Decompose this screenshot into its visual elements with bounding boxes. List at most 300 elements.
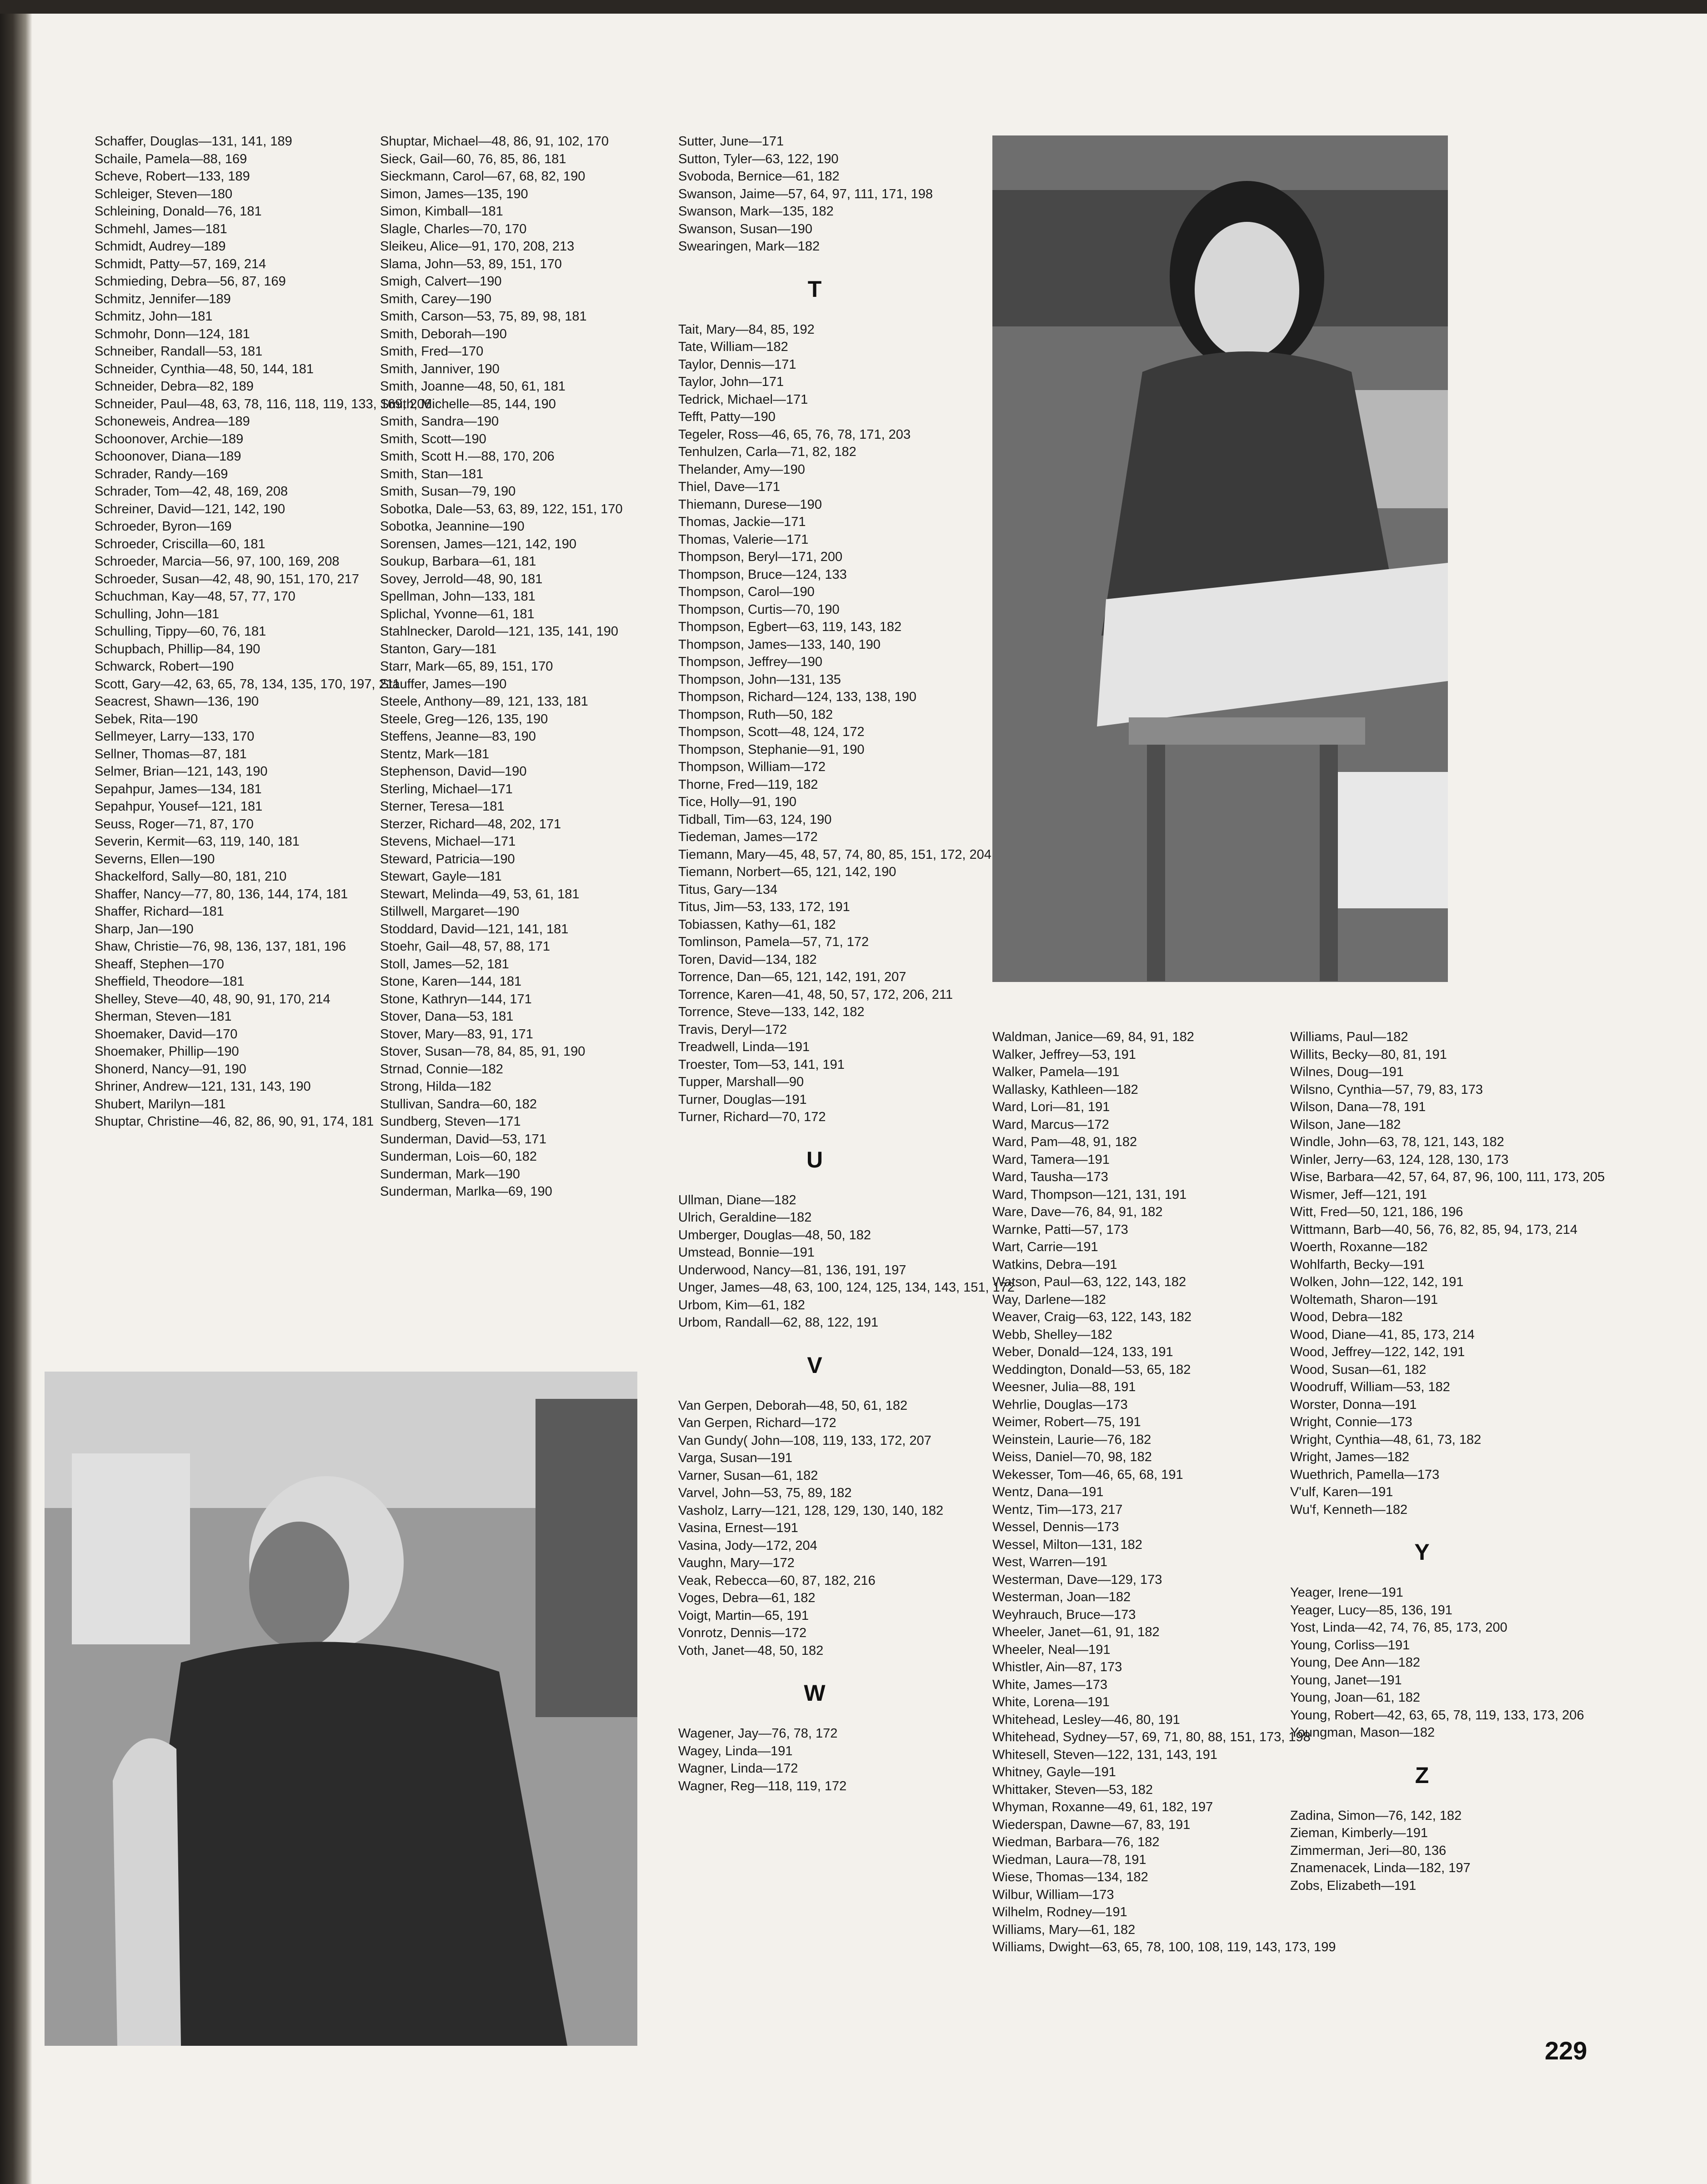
index-entry: Westerman, Joan—182	[992, 1590, 1131, 1604]
index-entry: Schuchman, Kay—48, 57, 77, 170	[95, 589, 295, 604]
section-letter-heading: Z	[1415, 1762, 1429, 1788]
index-entry: Woltemath, Sharon—191	[1290, 1292, 1438, 1307]
index-entry: Schmitz, Jennifer—189	[95, 291, 231, 306]
index-entry: Torrence, Steve—133, 142, 182	[678, 1005, 865, 1019]
photo-student-writing-at-desk	[992, 135, 1448, 982]
index-entry: Thomas, Jackie—171	[678, 515, 806, 529]
index-entry: Wagey, Linda—191	[678, 1743, 793, 1758]
index-entry: Winler, Jerry—63, 124, 128, 130, 173	[1290, 1152, 1509, 1167]
index-entry: Thompson, Jeffrey—190	[678, 655, 823, 669]
index-entry: Smith, Stan—181	[380, 466, 484, 481]
photo-illustration	[45, 1372, 637, 2046]
book-binding-edge	[0, 14, 32, 2184]
index-entry: Youngman, Mason—182	[1290, 1725, 1435, 1740]
index-entry: Schmidt, Audrey—189	[95, 239, 226, 254]
index-entry: Wiederspan, Dawne—67, 83, 191	[992, 1817, 1191, 1832]
index-entry: Stauffer, James—190	[380, 676, 507, 691]
index-entry: Unger, James—48, 63, 100, 124, 125, 134, 143, 151, 172	[678, 1280, 1015, 1295]
index-entry: Wright, Connie—173	[1290, 1415, 1412, 1429]
index-entry: Wiedman, Barbara—76, 182	[992, 1835, 1160, 1849]
index-entry: Schroeder, Byron—169	[95, 519, 232, 534]
index-entry: Ward, Marcus—172	[992, 1117, 1109, 1132]
index-entry: Tomlinson, Pamela—57, 71, 172	[678, 935, 869, 949]
index-entry: Stewart, Gayle—181	[380, 869, 502, 884]
index-entry: Schmieding, Debra—56, 87, 169	[95, 274, 286, 289]
section-letter-heading: Y	[1414, 1539, 1430, 1565]
index-entry: Thompson, Bruce—124, 133	[678, 567, 847, 582]
index-entry: Stone, Karen—144, 181	[380, 974, 522, 989]
index-entry: Schaffer, Douglas—131, 141, 189	[95, 134, 292, 149]
index-entry: Voges, Debra—61, 182	[678, 1591, 816, 1605]
index-entry: Wilson, Dana—78, 191	[1290, 1100, 1426, 1114]
index-entry: Wagner, Reg—118, 119, 172	[678, 1778, 847, 1793]
index-entry: Schoneweis, Andrea—189	[95, 414, 250, 429]
index-entry: Tegeler, Ross—46, 65, 76, 78, 171, 203	[678, 427, 911, 442]
index-entry: Wart, Carrie—191	[992, 1240, 1098, 1254]
index-entry: Selmer, Brian—121, 143, 190	[95, 764, 268, 779]
index-entry: Wuethrich, Pamella—173	[1290, 1467, 1440, 1482]
index-entry: Ullman, Diane—182	[678, 1192, 796, 1207]
index-entry: Sunderman, Lois—60, 182	[380, 1149, 537, 1164]
section-letter-heading: U	[806, 1147, 823, 1172]
index-entry: White, Lorena—191	[992, 1695, 1110, 1709]
index-entry: Shackelford, Sally—80, 181, 210	[95, 869, 287, 884]
index-entry: Thompson, Carol—190	[678, 585, 815, 599]
index-entry: Whyman, Roxanne—49, 61, 182, 197	[992, 1800, 1213, 1814]
index-entry: Westerman, Dave—129, 173	[992, 1572, 1162, 1587]
index-entry: Schneider, Paul—48, 63, 78, 116, 118, 119, 133, 169, 206	[95, 396, 432, 411]
index-entry: Young, Corliss—191	[1290, 1638, 1410, 1653]
index-entry: Smith, Susan—79, 190	[380, 484, 516, 499]
index-entry: Smith, Deborah—190	[380, 326, 507, 341]
index-entry: Smith, Joanne—48, 50, 61, 181	[380, 379, 566, 394]
index-entry: Waldman, Janice—69, 84, 91, 182	[992, 1030, 1194, 1044]
index-entry: Schreiner, David—121, 142, 190	[95, 501, 285, 516]
index-entry: Torrence, Karen—41, 48, 50, 57, 172, 206, 211	[678, 987, 953, 1002]
index-entry: Stoddard, David—121, 141, 181	[380, 922, 569, 937]
index-entry: Young, Joan—61, 182	[1290, 1690, 1420, 1705]
index-entry: Thiemann, Durese—190	[678, 497, 822, 512]
index-entry: Smith, Carson—53, 75, 89, 98, 181	[380, 309, 587, 324]
index-entry: Young, Dee Ann—182	[1290, 1655, 1420, 1670]
index-entry: Smigh, Calvert—190	[380, 274, 502, 289]
index-entry: Zieman, Kimberly—191	[1290, 1826, 1428, 1840]
index-entry: Sterzer, Richard—48, 202, 171	[380, 816, 561, 832]
index-entry: Sherman, Steven—181	[95, 1009, 232, 1024]
index-entry: Sunderman, David—53, 171	[380, 1132, 546, 1147]
index-entry: Sorensen, James—121, 142, 190	[380, 536, 577, 551]
index-entry: Schleining, Donald—76, 181	[95, 204, 262, 219]
index-entry: Yeager, Irene—191	[1290, 1585, 1403, 1600]
index-entry: Smith, Scott H.—88, 170, 206	[380, 449, 555, 464]
index-entry: Swanson, Jaime—57, 64, 97, 111, 171, 198	[678, 186, 933, 201]
index-entry: Van Gerpen, Deborah—48, 50, 61, 182	[678, 1398, 908, 1413]
index-entry: Wallasky, Kathleen—182	[992, 1082, 1138, 1097]
index-entry: Shaffer, Nancy—77, 80, 136, 144, 174, 181	[95, 887, 348, 902]
index-entry: Ward, Lori—81, 191	[992, 1100, 1110, 1114]
index-entry: Sunderman, Marlka—69, 190	[380, 1184, 552, 1199]
section-letter-heading: T	[807, 276, 822, 302]
index-entry: Wessel, Milton—131, 182	[992, 1537, 1142, 1552]
index-entry: Swanson, Mark—135, 182	[678, 204, 834, 219]
index-entry: Spellman, John—133, 181	[380, 589, 536, 604]
index-entry: Steward, Patricia—190	[380, 852, 515, 867]
index-entry: Young, Robert—42, 63, 65, 78, 119, 133, 173, 206	[1290, 1708, 1584, 1723]
index-entry: Way, Darlene—182	[992, 1292, 1106, 1307]
index-entry: Varvel, John—53, 75, 89, 182	[678, 1486, 852, 1500]
index-entry: Thompson, James—133, 140, 190	[678, 637, 881, 652]
index-entry: Schoonover, Diana—189	[95, 449, 241, 464]
index-entry: Slama, John—53, 89, 151, 170	[380, 256, 562, 271]
index-entry: Shoemaker, Phillip—190	[95, 1044, 239, 1059]
index-entry: Shelley, Steve—40, 48, 90, 91, 170, 214	[95, 992, 330, 1007]
index-entry: Sheaff, Stephen—170	[95, 957, 224, 972]
index-entry: Schmidt, Patty—57, 169, 214	[95, 256, 266, 271]
index-entry: Ward, Tausha—173	[992, 1170, 1108, 1184]
index-entry: Stover, Dana—53, 181	[380, 1009, 514, 1024]
index-entry: Smith, Carey—190	[380, 291, 491, 306]
index-entry: Vasina, Ernest—191	[678, 1521, 798, 1535]
index-entry: Wiedman, Laura—78, 191	[992, 1852, 1146, 1867]
index-entry: Ulrich, Geraldine—182	[678, 1210, 812, 1225]
index-entry: Weesner, Julia—88, 191	[992, 1380, 1136, 1394]
index-entry: Voigt, Martin—65, 191	[678, 1608, 809, 1623]
index-entry: Thorne, Fred—119, 182	[678, 777, 818, 792]
index-entry: Yost, Linda—42, 74, 76, 85, 173, 200	[1290, 1620, 1507, 1635]
index-entry: Schroeder, Marcia—56, 97, 100, 169, 208	[95, 554, 340, 569]
index-entry: Thompson, Stephanie—91, 190	[678, 742, 865, 757]
index-entry: Svoboda, Bernice—61, 182	[678, 169, 840, 184]
index-entry: Vasholz, Larry—121, 128, 129, 130, 140, 182	[678, 1503, 944, 1518]
index-entry: Stoll, James—52, 181	[380, 957, 509, 972]
index-entry: Young, Janet—191	[1290, 1673, 1402, 1688]
index-entry: Smith, Janniver, 190	[380, 361, 500, 376]
index-entry: Whistler, Ain—87, 173	[992, 1660, 1122, 1674]
index-entry: Schrader, Tom—42, 48, 169, 208	[95, 484, 288, 499]
index-entry: Slagle, Charles—70, 170	[380, 221, 527, 236]
index-entry: Stone, Kathryn—144, 171	[380, 992, 532, 1007]
index-entry: Stillwell, Margaret—190	[380, 904, 520, 919]
index-entry: Woodruff, William—53, 182	[1290, 1380, 1450, 1394]
index-entry: Thompson, William—172	[678, 760, 826, 774]
index-entry: Underwood, Nancy—81, 136, 191, 197	[678, 1262, 906, 1277]
index-entry: Webb, Shelley—182	[992, 1327, 1112, 1342]
index-entry: Wilson, Jane—182	[1290, 1117, 1401, 1132]
index-entry: Stephenson, David—190	[380, 764, 527, 779]
index-entry: Shaffer, Richard—181	[95, 904, 224, 919]
index-entry: Whitesell, Steven—122, 131, 143, 191	[992, 1747, 1217, 1762]
index-entry: Stewart, Melinda—49, 53, 61, 181	[380, 887, 580, 902]
index-entry: Thompson, John—131, 135	[678, 672, 841, 687]
index-entry: Wekesser, Tom—46, 65, 68, 191	[992, 1467, 1183, 1482]
index-entry: Weimer, Robert—75, 191	[992, 1415, 1141, 1429]
index-entry: Tupper, Marshall—90	[678, 1075, 804, 1089]
index-column-4	[992, 1028, 1336, 1956]
index-entry: Umberger, Douglas—48, 50, 182	[678, 1227, 871, 1242]
index-entry: Sobotka, Dale—53, 63, 89, 122, 151, 170	[380, 501, 623, 516]
index-entry: Weaver, Craig—63, 122, 143, 182	[992, 1310, 1191, 1324]
index-entry: Shuptar, Michael—48, 86, 91, 102, 170	[380, 134, 609, 149]
index-entry: Wright, Cynthia—48, 61, 73, 182	[1290, 1432, 1482, 1447]
index-entry: Shubert, Marilyn—181	[95, 1097, 226, 1112]
index-entry: Schaile, Pamela—88, 169	[95, 151, 247, 166]
index-entry: Smith, Scott—190	[380, 431, 486, 446]
index-entry: Ward, Pam—48, 91, 182	[992, 1135, 1137, 1149]
index-entry: Schleiger, Steven—180	[95, 186, 233, 201]
index-entry: Severin, Kermit—63, 119, 140, 181	[95, 834, 300, 849]
index-entry: Yeager, Lucy—85, 136, 191	[1290, 1603, 1452, 1618]
index-entry: Wehrlie, Douglas—173	[992, 1397, 1128, 1412]
index-entry: Stahlnecker, Darold—121, 135, 141, 190	[380, 624, 618, 639]
index-entry: Varner, Susan—61, 182	[678, 1468, 818, 1483]
index-entry: Watson, Paul—63, 122, 143, 182	[992, 1275, 1186, 1289]
index-entry: Thompson, Egbert—63, 119, 143, 182	[678, 620, 902, 634]
index-entry: Stoehr, Gail—48, 57, 88, 171	[380, 939, 551, 954]
section-letter-heading: W	[804, 1680, 826, 1706]
index-entry: Steffens, Jeanne—83, 190	[380, 729, 536, 744]
index-entry: Scheve, Robert—133, 189	[95, 169, 250, 184]
index-entry: Sieckmann, Carol—67, 68, 82, 190	[380, 169, 586, 184]
index-entry: Windle, John—63, 78, 121, 143, 182	[1290, 1135, 1504, 1149]
index-entry: Sutton, Tyler—63, 122, 190	[678, 151, 839, 166]
index-entry: Wilbur, William—173	[992, 1887, 1114, 1902]
index-entry: Van Gundy( John—108, 119, 133, 172, 207	[678, 1433, 931, 1448]
index-entry: Schulling, Tippy—60, 76, 181	[95, 624, 266, 639]
index-entry: Ward, Tamera—191	[992, 1152, 1110, 1167]
index-entry: Vasina, Jody—172, 204	[678, 1538, 817, 1553]
index-entry: Sovey, Jerrold—48, 90, 181	[380, 571, 543, 586]
index-entry: Willits, Becky—80, 81, 191	[1290, 1047, 1447, 1062]
index-entry: Weyhrauch, Bruce—173	[992, 1607, 1136, 1622]
index-entry: Sobotka, Jeannine—190	[380, 519, 525, 534]
index-entry: Smith, Fred—170	[380, 344, 484, 359]
index-entry: Schupbach, Phillip—84, 190	[95, 641, 260, 656]
index-entry: Steele, Anthony—89, 121, 133, 181	[380, 694, 588, 709]
index-entry: Tefft, Patty—190	[678, 410, 776, 424]
index-entry: Sieck, Gail—60, 76, 85, 86, 181	[380, 151, 566, 166]
index-entry: Zimmerman, Jeri—80, 136	[1290, 1843, 1447, 1858]
index-entry: Tait, Mary—84, 85, 192	[678, 322, 815, 337]
index-entry: Titus, Gary—134	[678, 882, 778, 897]
yearbook-page	[0, 14, 1707, 2184]
index-entry: Wohlfarth, Becky—191	[1290, 1257, 1425, 1272]
index-entry: Sterner, Teresa—181	[380, 799, 505, 814]
index-entry: Schmitz, John—181	[95, 309, 213, 324]
index-entry: Tidball, Tim—63, 124, 190	[678, 812, 832, 827]
index-column-2	[380, 133, 635, 1201]
index-entry: Wood, Jeffrey—122, 142, 191	[1290, 1345, 1465, 1359]
index-entry: Simon, Kimball—181	[380, 204, 503, 219]
index-entry: Wagner, Linda—172	[678, 1761, 798, 1776]
index-entry: Sheffield, Theodore—181	[95, 974, 245, 989]
index-entry: Tenhulzen, Carla—71, 82, 182	[678, 445, 856, 459]
index-entry: Sellner, Thomas—87, 181	[95, 746, 247, 761]
index-entry: Wentz, Dana—191	[992, 1485, 1104, 1499]
index-entry: White, James—173	[992, 1677, 1108, 1692]
index-entry: Vaughn, Mary—172	[678, 1556, 795, 1570]
index-entry: Urbom, Kim—61, 182	[678, 1297, 805, 1312]
index-entry: Ward, Thompson—121, 131, 191	[992, 1187, 1187, 1202]
index-entry: Thiel, Dave—171	[678, 480, 781, 494]
index-entry: Wheeler, Neal—191	[992, 1642, 1111, 1657]
index-entry: Toren, David—134, 182	[678, 952, 817, 967]
index-entry: Wilhelm, Rodney—191	[992, 1905, 1127, 1919]
index-entry: Wood, Susan—61, 182	[1290, 1362, 1427, 1377]
index-entry: Thelander, Amy—190	[678, 462, 805, 477]
index-entry: Stover, Susan—78, 84, 85, 91, 190	[380, 1044, 586, 1059]
index-entry: Treadwell, Linda—191	[678, 1040, 810, 1054]
index-entry: Sunderman, Mark—190	[380, 1167, 520, 1182]
index-entry: Tate, William—182	[678, 340, 788, 354]
index-entry: Sundberg, Steven—171	[380, 1114, 521, 1129]
index-entry: Tiedeman, James—172	[678, 830, 818, 844]
index-entry: Walker, Jeffrey—53, 191	[992, 1047, 1136, 1062]
index-entry: Stevens, Michael—171	[380, 834, 516, 849]
index-entry: Splichal, Yvonne—61, 181	[380, 606, 535, 621]
index-entry: Wood, Debra—182	[1290, 1310, 1403, 1324]
index-entry: Shaw, Christie—76, 98, 136, 137, 181, 196	[95, 939, 346, 954]
index-entry: Watkins, Debra—191	[992, 1257, 1117, 1272]
index-entry: Varga, Susan—191	[678, 1451, 792, 1465]
index-entry: Sebek, Rita—190	[95, 711, 198, 726]
photo-student-in-jacket	[45, 1372, 637, 2046]
index-entry: Schmohr, Donn—124, 181	[95, 326, 250, 341]
index-entry: Wessel, Dennis—173	[992, 1520, 1119, 1534]
index-entry: Weber, Donald—124, 133, 191	[992, 1345, 1173, 1359]
index-entry: Soukup, Barbara—61, 181	[380, 554, 536, 569]
index-entry: Zadina, Simon—76, 142, 182	[1290, 1808, 1462, 1823]
index-entry: Travis, Deryl—172	[678, 1022, 787, 1037]
index-entry: Schroeder, Susan—42, 48, 90, 151, 170, 217	[95, 571, 360, 586]
index-entry: Wood, Diane—41, 85, 173, 214	[1290, 1327, 1475, 1342]
index-entry: Wagener, Jay—76, 78, 172	[678, 1726, 838, 1741]
index-entry: Smith, Michelle—85, 144, 190	[380, 396, 556, 411]
index-entry: Thompson, Beryl—171, 200	[678, 550, 843, 564]
index-entry: Ware, Dave—76, 84, 91, 182	[992, 1205, 1163, 1219]
index-entry: Wittmann, Barb—40, 56, 76, 82, 85, 94, 173, 214	[1290, 1222, 1577, 1237]
index-entry: Shuptar, Christine—46, 82, 86, 90, 91, 174, 181	[95, 1114, 374, 1129]
index-entry: Thompson, Curtis—70, 190	[678, 602, 840, 617]
index-entry: Schneider, Cynthia—48, 50, 144, 181	[95, 361, 314, 376]
section-letter-heading: V	[807, 1352, 822, 1378]
index-entry: Weiss, Daniel—70, 98, 182	[992, 1450, 1152, 1464]
index-entry: Stanton, Gary—181	[380, 641, 497, 656]
index-entry: Wright, James—182	[1290, 1450, 1410, 1464]
index-entry: Sepahpur, James—134, 181	[95, 781, 262, 796]
index-entry: Tedrick, Michael—171	[678, 392, 808, 407]
index-entry: Umstead, Bonnie—191	[678, 1245, 815, 1260]
index-entry: Taylor, Dennis—171	[678, 357, 796, 372]
index-entry: Williams, Paul—182	[1290, 1030, 1408, 1044]
index-entry: Tiemann, Mary—45, 48, 57, 74, 80, 85, 151, 172, 204	[678, 847, 991, 862]
index-entry: Wise, Barbara—42, 57, 64, 87, 96, 100, 111, 173, 205	[1290, 1170, 1605, 1184]
index-entry: Steele, Greg—126, 135, 190	[380, 711, 548, 726]
index-entry: West, Warren—191	[992, 1555, 1108, 1569]
index-entry: Thompson, Richard—124, 133, 138, 190	[678, 690, 916, 704]
index-entry: Starr, Mark—65, 89, 151, 170	[380, 659, 553, 674]
index-entry: Sutter, June—171	[678, 134, 784, 149]
index-entry: Seuss, Roger—71, 87, 170	[95, 816, 254, 832]
index-entry: Thompson, Scott—48, 124, 172	[678, 725, 865, 739]
page-number: 229	[1545, 2036, 1587, 2065]
index-entry: Wilsno, Cynthia—57, 79, 83, 173	[1290, 1082, 1483, 1097]
index-entry: Walker, Pamela—191	[992, 1065, 1120, 1079]
index-entry: Urbom, Randall—62, 88, 122, 191	[678, 1315, 879, 1330]
index-entry: Weinstein, Laurie—76, 182	[992, 1432, 1151, 1447]
index-entry: Shonerd, Nancy—91, 190	[95, 1062, 246, 1077]
index-entry: Schulling, John—181	[95, 606, 220, 621]
index-entry: Simon, James—135, 190	[380, 186, 528, 201]
index-entry: Stentz, Mark—181	[380, 746, 490, 761]
index-entry: Severns, Ellen—190	[95, 852, 215, 867]
index-entry: Vonrotz, Dennis—172	[678, 1626, 807, 1640]
index-entry: Sellmeyer, Larry—133, 170	[95, 729, 255, 744]
index-entry: Witt, Fred—50, 121, 186, 196	[1290, 1205, 1463, 1219]
index-entry: Wu'f, Kenneth—182	[1290, 1502, 1408, 1517]
index-entry: V'ulf, Karen—191	[1290, 1485, 1393, 1499]
index-column-3	[678, 133, 1015, 1795]
index-entry: Veak, Rebecca—60, 87, 182, 216	[678, 1573, 876, 1588]
index-entry: Warnke, Patti—57, 173	[992, 1222, 1128, 1237]
index-entry: Turner, Douglas—191	[678, 1092, 807, 1107]
index-entry: Smith, Sandra—190	[380, 414, 499, 429]
index-entry: Shriner, Andrew—121, 131, 143, 190	[95, 1079, 311, 1094]
index-entry: Whitehead, Lesley—46, 80, 191	[992, 1712, 1180, 1727]
index-entry: Turner, Richard—70, 172	[678, 1110, 826, 1124]
index-entry: Thompson, Ruth—50, 182	[678, 707, 833, 722]
index-entry: Torrence, Dan—65, 121, 142, 191, 207	[678, 970, 906, 984]
index-entry: Whitney, Gayle—191	[992, 1765, 1116, 1779]
index-entry: Stover, Mary—83, 91, 171	[380, 1027, 533, 1042]
index-entry: Whittaker, Steven—53, 182	[992, 1782, 1153, 1797]
index-entry: Tice, Holly—91, 190	[678, 795, 797, 809]
index-entry: Wilnes, Doug—191	[1290, 1065, 1404, 1079]
index-entry: Shoemaker, David—170	[95, 1027, 238, 1042]
index-entry: Voth, Janet—48, 50, 182	[678, 1643, 824, 1658]
index-entry: Worster, Donna—191	[1290, 1397, 1417, 1412]
index-entry: Wismer, Jeff—121, 191	[1290, 1187, 1427, 1202]
index-entry: Znamenacek, Linda—182, 197	[1290, 1861, 1471, 1875]
index-entry: Zobs, Elizabeth—191	[1290, 1878, 1417, 1893]
index-entry: Thomas, Valerie—171	[678, 532, 809, 547]
index-entry: Schoonover, Archie—189	[95, 431, 244, 446]
index-entry: Schroeder, Criscilla—60, 181	[95, 536, 265, 551]
index-entry: Sleikeu, Alice—91, 170, 208, 213	[380, 239, 575, 254]
index-entry: Williams, Mary—61, 182	[992, 1922, 1136, 1937]
index-entry: Schneiber, Randall—53, 181	[95, 344, 263, 359]
index-entry: Scott, Gary—42, 63, 65, 78, 134, 135, 170, 197, 211	[95, 676, 400, 691]
index-entry: Wiese, Thomas—134, 182	[992, 1870, 1148, 1884]
index-entry: Strnad, Connie—182	[380, 1062, 503, 1077]
index-entry: Strong, Hilda—182	[380, 1079, 492, 1094]
index-entry: Wentz, Tim—173, 217	[992, 1502, 1123, 1517]
index-entry: Woerth, Roxanne—182	[1290, 1240, 1428, 1254]
index-entry: Taylor, John—171	[678, 375, 784, 389]
index-entry: Sharp, Jan—190	[95, 922, 194, 937]
index-entry: Tobiassen, Kathy—61, 182	[678, 917, 836, 932]
index-entry: Williams, Dwight—63, 65, 78, 100, 108, 119, 143, 173, 199	[992, 1940, 1336, 1954]
index-entry: Sepahpur, Yousef—121, 181	[95, 799, 263, 814]
index-entry: Schrader, Randy—169	[95, 466, 228, 481]
index-entry: Schwarck, Robert—190	[95, 659, 234, 674]
index-entry: Wolken, John—122, 142, 191	[1290, 1275, 1464, 1289]
index-entry: Seacrest, Shawn—136, 190	[95, 694, 259, 709]
index-entry: Swearingen, Mark—182	[678, 239, 820, 254]
index-entry: Troester, Tom—53, 141, 191	[678, 1057, 845, 1072]
index-entry: Sterling, Michael—171	[380, 781, 513, 796]
index-entry: Wheeler, Janet—61, 91, 182	[992, 1625, 1160, 1639]
index-entry: Schmehl, James—181	[95, 221, 227, 236]
